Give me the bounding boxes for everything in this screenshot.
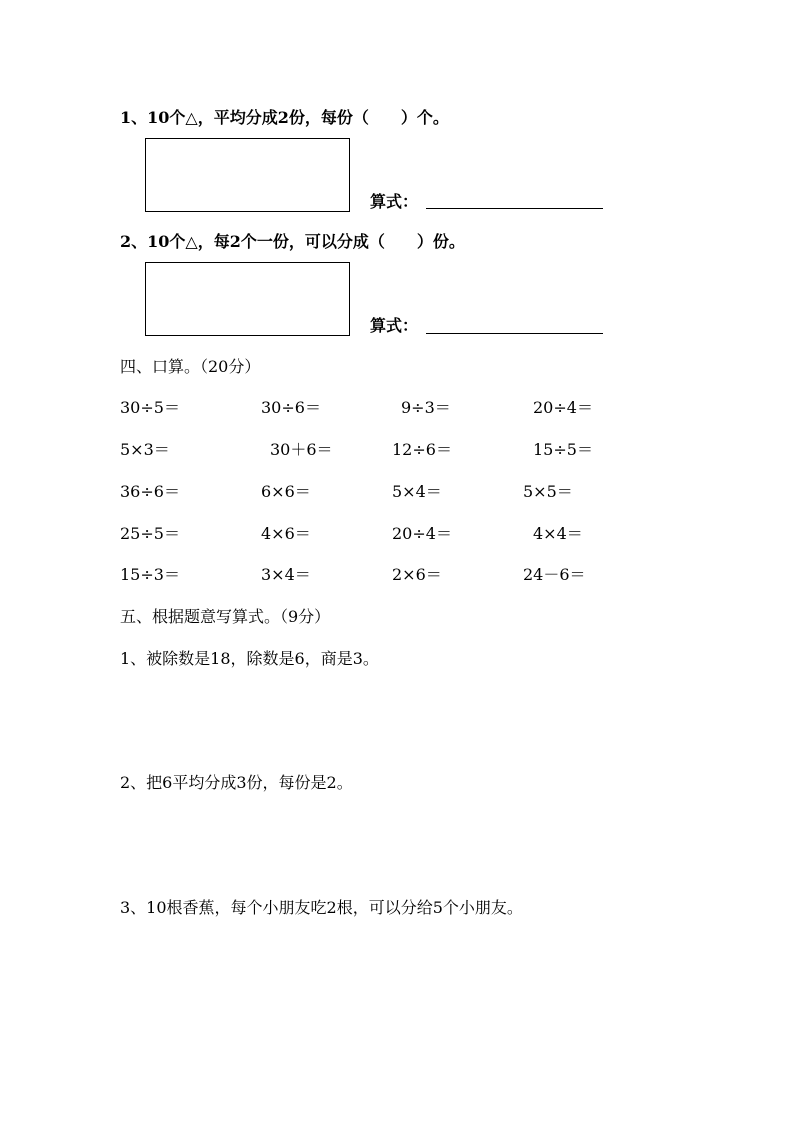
calc-item: 3×4＝ xyxy=(261,565,311,584)
calc-item: 36÷6＝ xyxy=(120,482,180,501)
calc-item: 30÷5＝ xyxy=(120,398,180,417)
formula-answer-line-2[interactable] xyxy=(426,333,603,334)
section-heading-oral-calc: 四、口算。（20分） xyxy=(120,357,261,376)
word-problem-3: 3、10根香蕉，每个小朋友吃2根，可以分给5个小朋友。 xyxy=(120,898,523,917)
calc-item: 9÷3＝ xyxy=(401,398,451,417)
calc-item: 15÷5＝ xyxy=(533,440,593,459)
calc-item: 2×6＝ xyxy=(392,565,442,584)
drawing-box-2[interactable] xyxy=(145,262,350,336)
calc-item: 5×5＝ xyxy=(523,482,573,501)
question-2: 2、10个△，每2个一份，可以分成（ ）份。 xyxy=(120,232,465,251)
calc-item: 30＋6＝ xyxy=(270,440,333,459)
calc-item: 20÷4＝ xyxy=(392,524,452,543)
calc-item: 20÷4＝ xyxy=(533,398,593,417)
calc-item: 4×4＝ xyxy=(533,524,583,543)
calc-item: 4×6＝ xyxy=(261,524,311,543)
calc-item: 5×3＝ xyxy=(120,440,170,459)
calc-item: 6×6＝ xyxy=(261,482,311,501)
question-1: 1、10个△，平均分成2份，每份（ ）个。 xyxy=(120,108,449,127)
formula-label-1: 算式： xyxy=(370,192,419,211)
formula-label-2: 算式： xyxy=(370,316,419,335)
calc-item: 24－6＝ xyxy=(523,565,586,584)
calc-item: 15÷3＝ xyxy=(120,565,180,584)
word-problem-2: 2、把6平均分成3份，每份是2。 xyxy=(120,773,353,792)
word-problem-1: 1、被除数是18，除数是6，商是3。 xyxy=(120,649,379,668)
calc-item: 5×4＝ xyxy=(392,482,442,501)
formula-answer-line-1[interactable] xyxy=(426,208,603,209)
calc-item: 25÷5＝ xyxy=(120,524,180,543)
section-heading-write-formula: 五、根据题意写算式。（9分） xyxy=(120,607,331,626)
calc-item: 30÷6＝ xyxy=(261,398,321,417)
drawing-box-1[interactable] xyxy=(145,138,350,212)
calc-item: 12÷6＝ xyxy=(392,440,452,459)
